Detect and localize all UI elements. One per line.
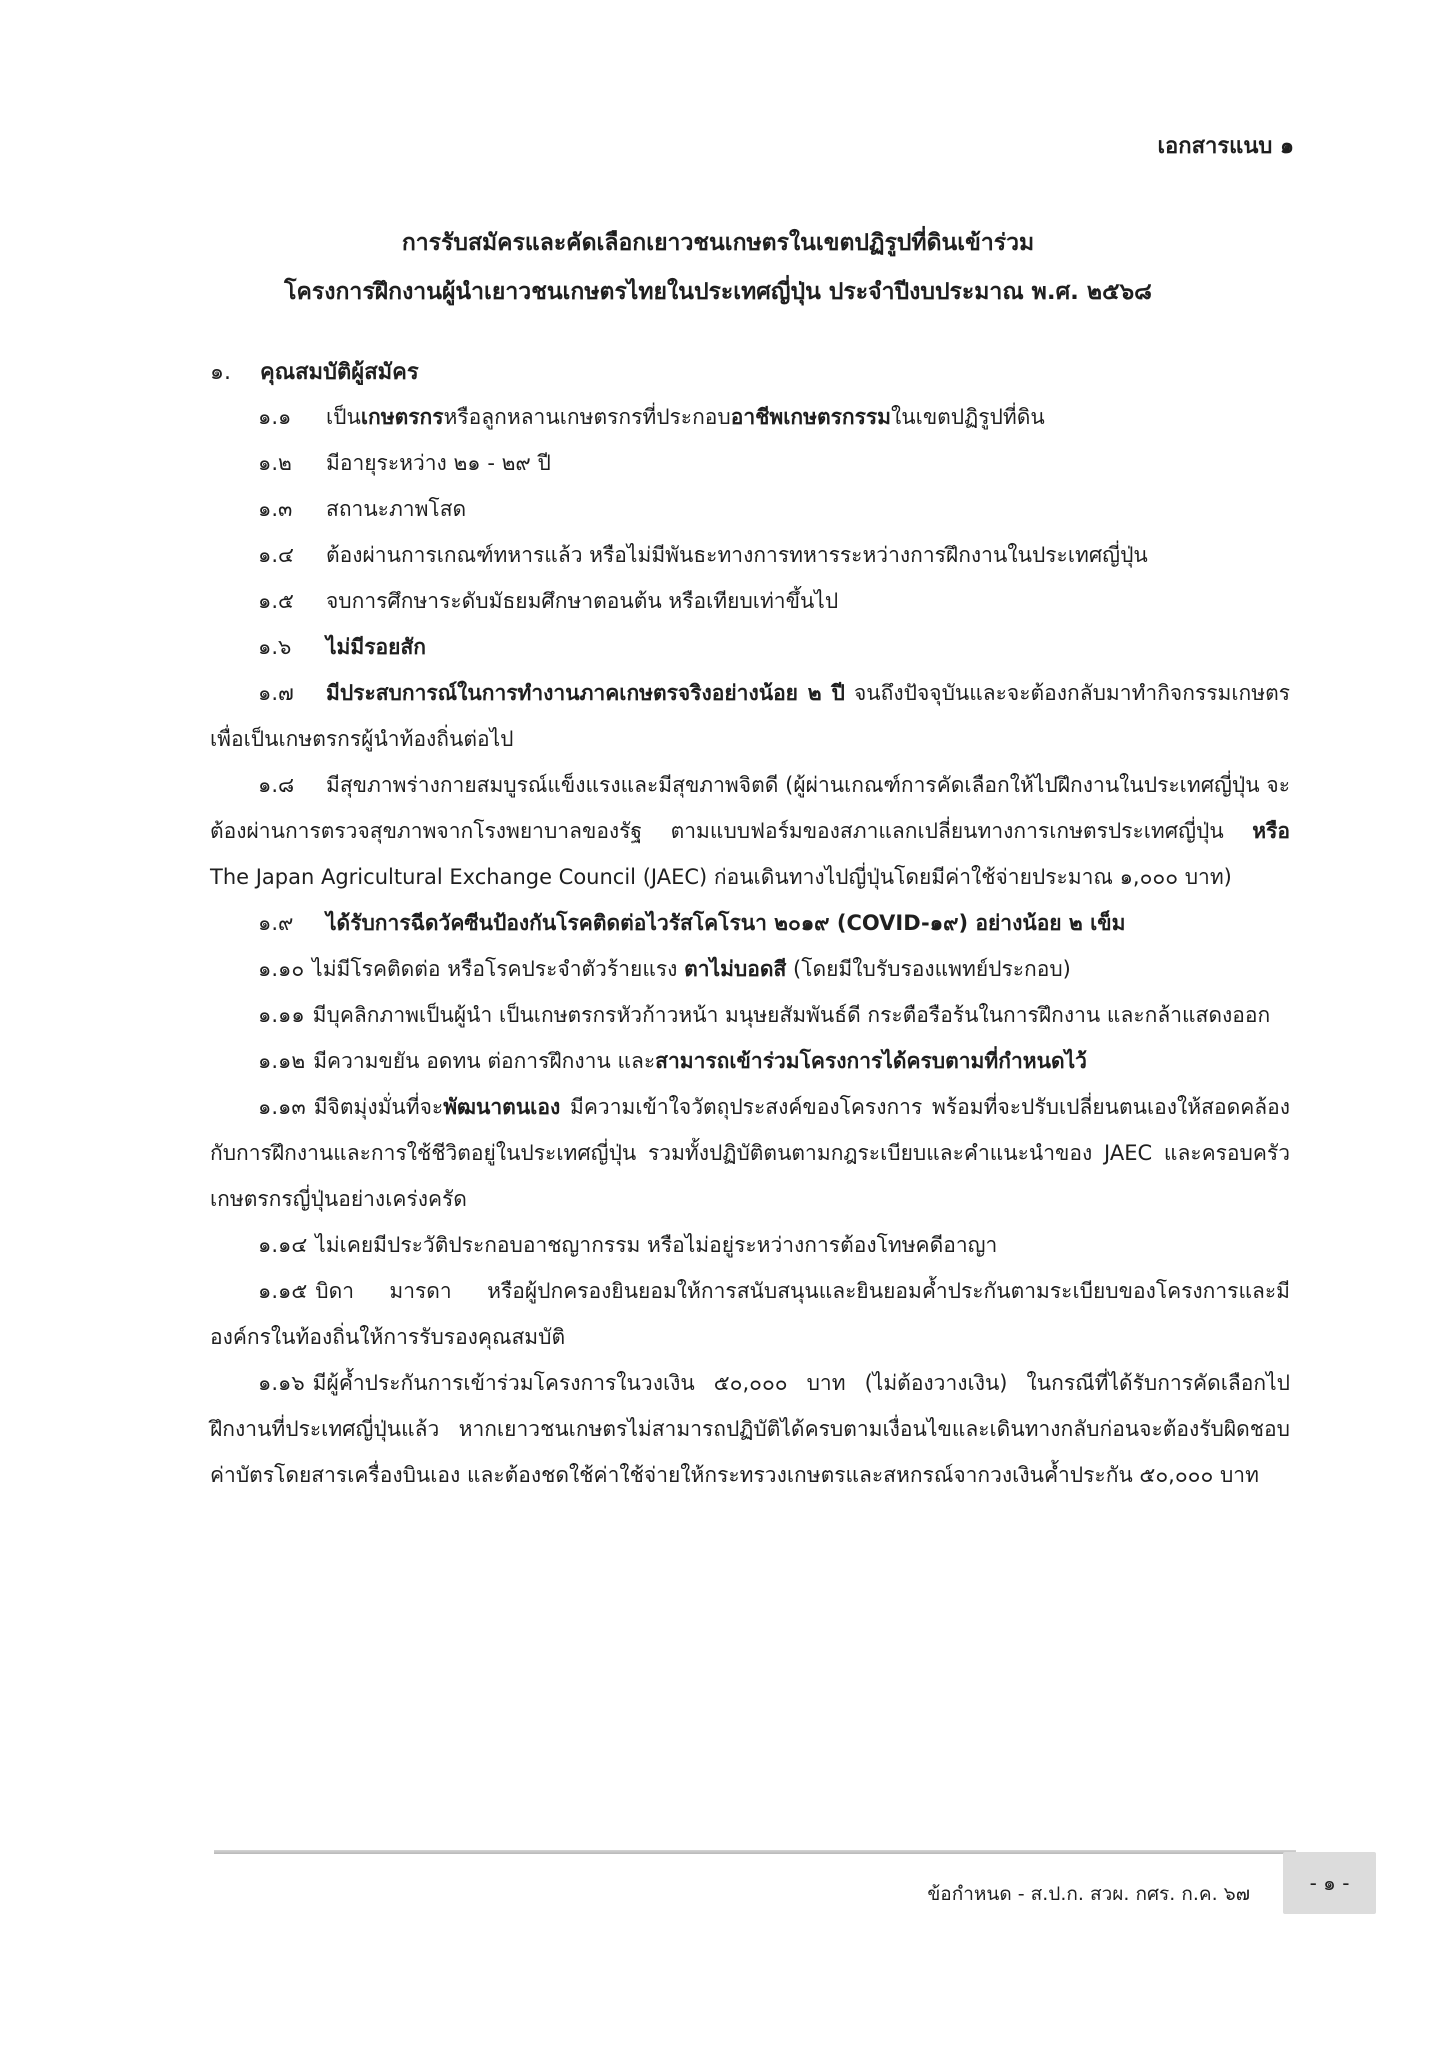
qualification-item xyxy=(210,440,1290,486)
qualification-item xyxy=(210,762,1290,900)
qualification-item xyxy=(210,394,1290,440)
document-title-line-1: การรับสมัครและคัดเลือกเยาวชนเกษตรในเขตปฏิรูปที่ดินเข้าร่วม xyxy=(401,230,1035,256)
item-number: ๑.๑๐ xyxy=(258,957,305,981)
item-text: สามารถเข้าร่วมโครงการได้ครบตามที่กำหนดไว้ xyxy=(655,1049,1087,1073)
item-number: ๑.๑๓ xyxy=(258,1095,306,1119)
item-number: ๑.๕ xyxy=(258,589,294,613)
item-text: ไม่เคยมีประวัติประกอบอาชญากรรม หรือไม่อยู่ระหว่างการต้องโทษคดีอาญา xyxy=(315,1233,998,1257)
item-text: เกษตรกร xyxy=(360,405,444,429)
item-text: อาชีพเกษตรกรรม xyxy=(730,405,892,429)
item-text: ไม่มีรอยสัก xyxy=(326,635,426,659)
qualification-item xyxy=(210,1038,1290,1084)
page-number: - ๑ - xyxy=(1283,1852,1376,1914)
qualification-item xyxy=(210,670,1290,762)
item-text: บิดา มารดา หรือผู้ปกครองยินยอมให้การสนับสนุนและยินยอมค้ำประกันตามระเบียบของโครงการและมีองค์กรในท้องถิ่นให้การรับรองคุณสมบัติ xyxy=(210,1279,1290,1349)
item-text: ต้องผ่านการเกณฑ์ทหารแล้ว หรือไม่มีพันธะทางการทหารระหว่างการฝึกงานในประเทศญี่ปุ่น xyxy=(326,543,1148,567)
item-text: (โดยมีใบรับรองแพทย์ประกอบ) xyxy=(786,957,1071,981)
item-text: มีอายุระหว่าง ๒๑ - ๒๙ ปี xyxy=(326,451,551,475)
item-number: ๑.๗ xyxy=(258,681,294,705)
item-text: มีประสบการณ์ในการทำงานภาคเกษตรจริงอย่างน้อย ๒ ปี xyxy=(326,681,845,705)
item-text: ได้รับการฉีดวัคซีนป้องกันโรคติดต่อไวรัสโคโรนา ๒๐๑๙ (COVID-๑๙) อย่างน้อย ๒ เข็ม xyxy=(326,911,1126,935)
item-text: หรือ xyxy=(1252,819,1290,843)
item-text: มีสุขภาพร่างกายสมบูรณ์แข็งแรงและมีสุขภาพจิตดี (ผู้ผ่านเกณฑ์การคัดเลือกให้ไปฝึกงานในประเทศญี่ปุ่น จะต้องผ่านการตรวจสุขภาพจากโรงพยาบาลของรัฐ ตามแบบฟอร์มของสภาแลกเปลี่ยนทางการเกษตรประเทศญี่ปุ่น xyxy=(210,773,1290,843)
item-number: ๑.๑ xyxy=(258,405,292,429)
item-number: ๑.๑๕ xyxy=(258,1279,308,1303)
item-number: ๑.๑๑ xyxy=(258,1003,305,1027)
item-number: ๑.๔ xyxy=(258,543,294,567)
item-text: ในเขตปฏิรูปที่ดิน xyxy=(891,405,1045,429)
item-text: พัฒนาตนเอง xyxy=(443,1095,561,1119)
qualification-item xyxy=(210,1222,1290,1268)
section-title: คุณสมบัติผู้สมัคร xyxy=(260,360,419,385)
item-number: ๑.๘ xyxy=(258,773,295,797)
qualification-item xyxy=(210,532,1290,578)
item-number: ๑.๙ xyxy=(258,911,294,935)
item-number: ๑.๖ xyxy=(258,635,292,659)
item-number: ๑.๓ xyxy=(258,497,293,521)
qualification-item xyxy=(210,946,1290,992)
qualification-item xyxy=(210,486,1290,532)
item-text: The Japan Agricultural Exchange Council (JAEC) ก่อนเดินทางไปญี่ปุ่นโดยมีค่าใช้จ่ายประมาณ ๑,๐๐๐ บาท) xyxy=(210,865,1232,889)
item-number: ๑.๑๔ xyxy=(258,1233,308,1257)
item-text: มีความขยัน อดทน ต่อการฝึกงาน และ xyxy=(313,1049,656,1073)
section-heading xyxy=(210,354,419,389)
qualification-item xyxy=(210,992,1290,1038)
item-text: จนถึงปัจจุบันและจะต้องกลับมาทำกิจกรรมเกษตรเพื่อเป็นเกษตรกรผู้นำท้องถิ่นต่อไป xyxy=(210,681,1290,751)
item-text: ไม่มีโรคติดต่อ หรือโรคประจำตัวร้ายแรง xyxy=(312,957,685,981)
item-text: มีความเข้าใจวัตถุประสงค์ของโครงการ พร้อมที่จะปรับเปลี่ยนตนเองให้สอดคล้องกับการฝึกงานและการใช้ชีวิตอยู่ในประเทศญี่ปุ่น รวมทั้งปฏิบัติตนตามกฎระเบียบและคำแนะนำของ JAEC และครอบครัวเกษตรกรญี่ปุ่นอย่างเคร่งครัด xyxy=(210,1095,1290,1211)
item-text: มีผู้ค้ำประกันการเข้าร่วมโครงการในวงเงิน ๕๐,๐๐๐ บาท (ไม่ต้องวางเงิน) ในกรณีที่ได้รับการคัดเลือกไปฝึกงานที่ประเทศญี่ปุ่นแล้ว หากเยาวชนเกษตรไม่สามารถปฏิบัติได้ครบตามเงื่อนไขและเดินทางกลับก่อนจะต้องรับผิดชอบค่าบัตรโดยสารเครื่องบินเอง และต้องชดใช้ค่าใช้จ่ายให้กระทรวงเกษตรและสหกรณ์จากวงเงินค้ำประกัน ๕๐,๐๐๐ บาท xyxy=(210,1371,1290,1487)
qualification-item xyxy=(210,1360,1290,1498)
item-text: มีจิตมุ่งมั่นที่จะ xyxy=(313,1095,444,1119)
qualification-item xyxy=(210,624,1290,670)
document-title-line-2: โครงการฝึกงานผู้นำเยาวชนเกษตรไทยในประเทศญี่ปุ่น ประจำปีงบประมาณ พ.ศ. ๒๕๖๘ xyxy=(284,279,1152,305)
item-number: ๑.๑๖ xyxy=(258,1371,305,1395)
section-number: ๑. xyxy=(210,360,231,385)
item-text: มีบุคลิกภาพเป็นผู้นำ เป็นเกษตรกรหัวก้าวหน้า มนุษยสัมพันธ์ดี กระตือรือร้นในการฝึกงาน และกล้าแสดงออก xyxy=(312,1003,1271,1027)
item-text: ตาไม่บอดสี xyxy=(684,957,787,981)
attachment-label: เอกสารแนบ ๑ xyxy=(1157,134,1294,159)
qualification-item xyxy=(210,578,1290,624)
footer-divider xyxy=(214,1850,1296,1854)
item-text: เป็น xyxy=(326,405,361,429)
item-number: ๑.๒ xyxy=(258,451,292,475)
item-text: จบการศึกษาระดับมัธยมศึกษาตอนต้น หรือเทียบเท่าขึ้นไป xyxy=(326,589,839,613)
footer-reference: ข้อกำหนด - ส.ป.ก. สวผ. กศร. ก.ค. ๖๗ xyxy=(927,1883,1250,1905)
qualification-item xyxy=(210,900,1290,946)
item-number: ๑.๑๒ xyxy=(258,1049,306,1073)
item-text: สถานะภาพโสด xyxy=(326,497,467,521)
qualification-item xyxy=(210,1084,1290,1222)
item-text: หรือลูกหลานเกษตรกรที่ประกอบ xyxy=(443,405,731,429)
qualification-item xyxy=(210,1268,1290,1360)
qualification-list xyxy=(210,394,1290,1498)
